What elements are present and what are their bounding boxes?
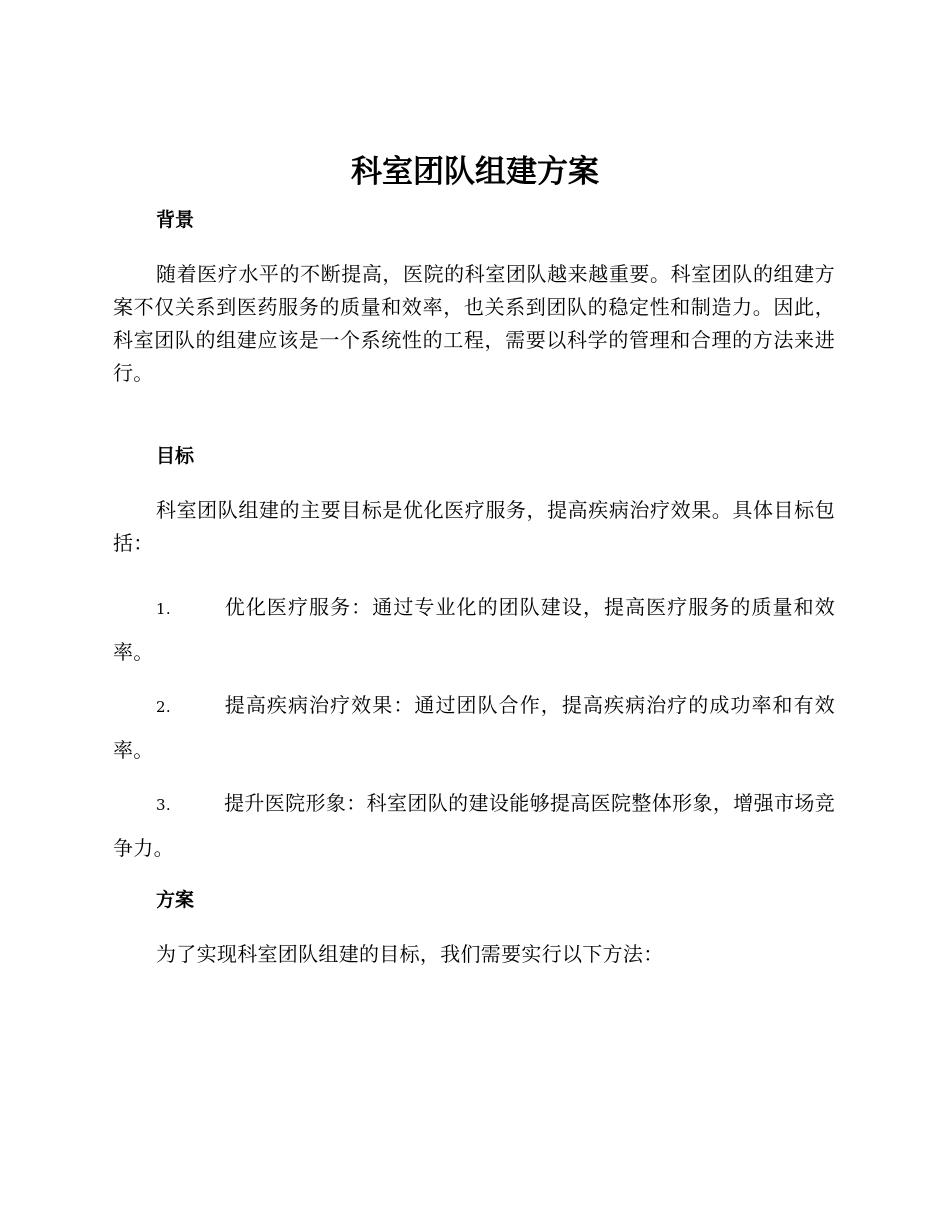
list-item-text: 优化医疗服务：通过专业化的团队建设，提高医疗服务的质量和效率。 [113,595,835,664]
list-item-text: 提高疾病治疗效果：通过团队合作，提高疾病治疗的成功率和有效率。 [113,693,835,762]
list-item-number: 2. [156,698,171,716]
section-heading-plan: 方案 [156,889,195,911]
list-item-number: 1. [156,600,171,618]
document-title: 科室团队组建方案 [351,154,599,190]
list-item-text: 提升医院形象：科室团队的建设能够提高医院整体形象，增强市场竞争力。 [113,791,835,860]
plan-paragraph: 为了实现科室团队组建的目标，我们需要实行以下方法： [156,942,664,966]
goals-paragraph: 科室团队组建的主要目标是优化医疗服务，提高疾病治疗效果。具体目标包括： [113,498,835,555]
background-paragraph: 随着医疗水平的不断提高，医院的科室团队越来越重要。科室团队的组建方案不仅关系到医药服务的质量和效率，也关系到团队的稳定性和制造力。因此，科室团队的组建应该是一个系统性的工程，需要以科学的管理和合理的方法来进行。 [113,262,835,385]
list-item-number: 3. [156,796,171,814]
section-heading-background: 背景 [156,209,195,231]
goal-list-item [113,684,835,772]
goal-list-item [113,586,835,674]
section-heading-goals: 目标 [156,445,195,467]
goal-list-item [113,782,835,870]
